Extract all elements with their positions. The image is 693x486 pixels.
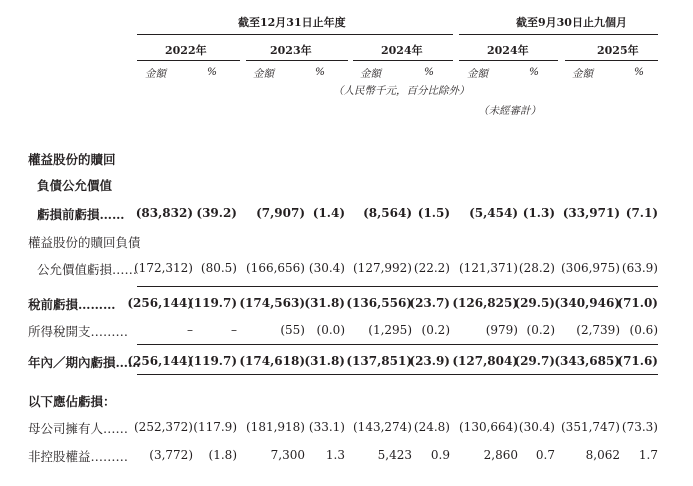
row-label-loss-for-period: 年內／期內虧損……	[28, 355, 141, 370]
amount-label-2024-nine-months: 金額	[467, 68, 488, 80]
table-cell: (33,971)	[562, 206, 620, 220]
table-cell: (55)	[280, 323, 305, 337]
row-label-parent-owners: 母公司擁有人……	[28, 421, 129, 436]
pct-label-2024-nine-months: %	[529, 66, 539, 78]
table-cell: (73.3)	[621, 420, 658, 434]
table-cell: (126,825)	[452, 296, 518, 310]
table-cell: 2,860	[483, 448, 518, 462]
pct-label-2024: %	[424, 66, 434, 78]
table-cell: (0.6)	[629, 323, 658, 337]
year-rule-2023	[246, 60, 348, 61]
table-cell: (33.1)	[308, 420, 345, 434]
table-cell: 0.7	[535, 448, 555, 462]
group-rule-december	[137, 34, 453, 35]
table-cell: (83,832)	[135, 206, 193, 220]
table-cell: (23.7)	[409, 296, 450, 310]
table-cell: (7.1)	[625, 206, 658, 220]
table-cell: (119.7)	[188, 354, 237, 368]
table-cell: (0.2)	[526, 323, 555, 337]
table-cell: 1.7	[638, 448, 658, 462]
table-cell: (3,772)	[149, 448, 193, 462]
table-cell: (0.0)	[316, 323, 345, 337]
table-cell: (24.8)	[413, 420, 450, 434]
table-cell: 1.3	[325, 448, 345, 462]
year-header-2025-nine-months: 2025年	[597, 44, 639, 57]
year-header-2024-nine-months: 2024年	[487, 44, 529, 57]
group-header-september: 截至9月30日止九個月	[516, 16, 627, 29]
table-cell: (30.4)	[518, 420, 555, 434]
table-cell: (174,618)	[239, 354, 305, 368]
year-rule-2024-nine-months	[459, 60, 558, 61]
row-label-fair-value-header: 負債公允價值	[37, 178, 113, 193]
table-cell: 8,062	[585, 448, 620, 462]
table-cell: (31.8)	[304, 296, 345, 310]
table-cell: (306,975)	[561, 261, 620, 275]
table-cell: (71.6)	[617, 354, 658, 368]
amount-label-2022: 金額	[145, 68, 166, 80]
year-rule-2024	[353, 60, 453, 61]
table-cell: (979)	[485, 323, 518, 337]
row-label-income-tax: 所得稅開支………	[28, 324, 129, 339]
table-cell: (7,907)	[256, 206, 305, 220]
table-cell: (252,372)	[134, 420, 193, 434]
table-cell: (343,685)	[554, 354, 620, 368]
year-header-2022: 2022年	[165, 44, 207, 57]
amount-label-2023: 金額	[253, 68, 274, 80]
total-rule-loss-for-period	[137, 374, 658, 375]
table-cell: (256,144)	[127, 354, 193, 368]
subtotal-rule-loss-for-period	[137, 344, 658, 345]
table-cell: (71.0)	[617, 296, 658, 310]
row-label-redemption-header: 權益股份的贖回	[28, 152, 116, 167]
group-rule-september	[459, 34, 658, 35]
table-cell: (1,295)	[368, 323, 412, 337]
table-cell: (30.4)	[308, 261, 345, 275]
table-cell: –	[231, 323, 237, 337]
pct-label-2025-nine-months: %	[634, 66, 644, 78]
table-cell: (80.5)	[200, 261, 237, 275]
year-header-2023: 2023年	[270, 44, 312, 57]
table-cell: (28.2)	[518, 261, 555, 275]
table-cell: (181,918)	[246, 420, 305, 434]
row-label-fv-loss: 公允價值虧損……	[37, 262, 138, 277]
row-label-attributable: 以下應佔虧損：	[28, 394, 116, 409]
table-cell: (127,804)	[452, 354, 518, 368]
table-cell: (31.8)	[304, 354, 345, 368]
unit-note: （人民幣千元，百分比除外）	[333, 85, 470, 97]
table-cell: (1.8)	[208, 448, 237, 462]
table-cell: (1.4)	[312, 206, 345, 220]
table-cell: 7,300	[270, 448, 305, 462]
table-cell: 5,423	[377, 448, 412, 462]
row-label-loss-before-tax: 稅前虧損………	[28, 297, 116, 312]
table-cell: (39.2)	[196, 206, 237, 220]
table-cell: (5,454)	[469, 206, 518, 220]
table-cell: (256,144)	[127, 296, 193, 310]
table-cell: (2,739)	[576, 323, 620, 337]
group-header-december: 截至12月31日止年度	[238, 16, 346, 29]
year-rule-2025-nine-months	[565, 60, 658, 61]
table-cell: (121,371)	[459, 261, 518, 275]
table-cell: (351,747)	[561, 420, 620, 434]
table-cell: (29.7)	[514, 354, 555, 368]
table-cell: (8,564)	[363, 206, 412, 220]
table-cell: (29.5)	[514, 296, 555, 310]
amount-label-2024: 金額	[360, 68, 381, 80]
pct-label-2022: %	[207, 66, 217, 78]
year-rule-2022	[137, 60, 240, 61]
table-cell: (1.5)	[417, 206, 450, 220]
year-header-2024: 2024年	[381, 44, 423, 57]
subtotal-rule-loss-before-tax	[137, 286, 658, 287]
table-cell: –	[187, 323, 193, 337]
row-label-nci: 非控股權益………	[28, 449, 129, 464]
table-cell: (137,851)	[346, 354, 412, 368]
table-cell: (340,946)	[554, 296, 620, 310]
table-cell: (166,656)	[246, 261, 305, 275]
unaudited-note: （未經審計）	[478, 105, 541, 117]
table-cell: (172,312)	[134, 261, 193, 275]
table-cell: (22.2)	[413, 261, 450, 275]
table-cell: (127,992)	[353, 261, 412, 275]
table-cell: (130,664)	[459, 420, 518, 434]
table-cell: (63.9)	[621, 261, 658, 275]
table-cell: (174,563)	[239, 296, 305, 310]
row-label-redemption-liability: 權益股份的贖回負債	[28, 235, 141, 250]
table-cell: (117.9)	[193, 420, 237, 434]
table-cell: (0.2)	[421, 323, 450, 337]
table-cell: (143,274)	[353, 420, 412, 434]
row-label-loss-before-fv: 虧損前虧損……	[37, 207, 125, 222]
table-cell: 0.9	[430, 448, 450, 462]
amount-label-2025-nine-months: 金額	[572, 68, 593, 80]
table-cell: (1.3)	[522, 206, 555, 220]
pct-label-2023: %	[315, 66, 325, 78]
table-cell: (119.7)	[188, 296, 237, 310]
table-cell: (136,556)	[346, 296, 412, 310]
table-cell: (23.9)	[409, 354, 450, 368]
